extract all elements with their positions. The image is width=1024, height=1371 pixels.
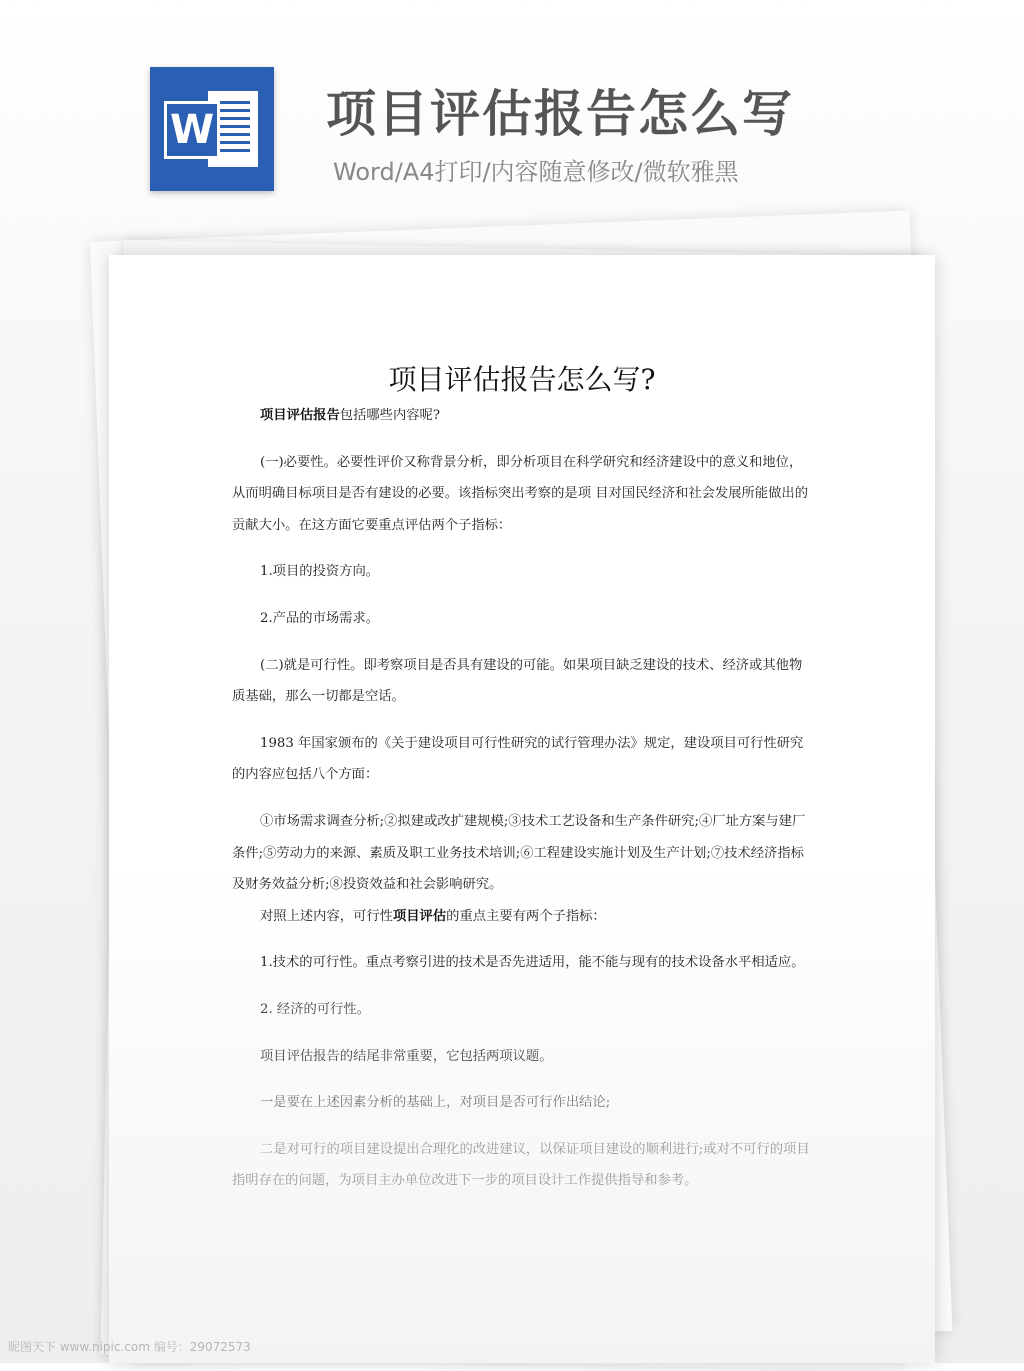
intro-rest: 包括哪些内容呢? [339, 408, 440, 423]
document-page [109, 255, 935, 1363]
paragraph-ending: 项目评估报告的结尾非常重要，它包括两项议题。 [260, 1048, 553, 1064]
compare-bold: 项目评估 [392, 908, 447, 924]
word-w-letter: W [164, 101, 220, 159]
word-doc-icon [150, 67, 274, 191]
compare-post: 的重点主要有两个子指标： [446, 908, 606, 924]
paragraph-econ: 2. 经济的可行性。 [260, 1001, 370, 1017]
banner-subtitle: Word/A4打印/内容随意修改/微软雅黑 [333, 158, 739, 186]
document-body [232, 400, 812, 1197]
banner-header [0, 0, 1024, 220]
watermark-text: 昵图天下 www.nipic.com 编号：29072573 [8, 1340, 251, 1354]
paragraph-conclusion: 一是要在上述因素分析的基础上，对项目是否可行作出结论; [260, 1095, 611, 1111]
paragraph-feasibility: (二)就是可行性。即考察项目是否具有建设的可能。如果项目缺乏建设的技术、经济或其他物质基础，那么一切都是空话。 [232, 657, 803, 705]
document-title: 项目评估报告怎么写? [388, 363, 656, 396]
paragraph-item-1: 1.项目的投资方向。 [260, 564, 380, 580]
paragraph-1983: 1983 年国家颁布的《关于建设项目可行性研究的试行管理办法》规定，建设项目可行性研究的内容应包括八个方面： [232, 735, 804, 783]
paragraph-tech: 1.技术的可行性。重点考察引进的技术是否先进适用，能不能与现有的技术设备水平相适应。 [260, 955, 805, 971]
paragraph-necessity: (一)必要性。必要性评价又称背景分析，即分析项目在科学研究和经济建设中的意义和地位，从而明确目标项目是否有建设的必要。该指标突出考察的是项 目对国民经济和社会发展所能做出的贡献大小。在这方面它要重点评估两个子指标： [232, 454, 808, 533]
compare-pre: 对照上述内容，可行性 [260, 908, 393, 924]
banner-title: 项目评估报告怎么写 [326, 85, 794, 143]
intro-bold: 项目评估报告 [260, 408, 340, 423]
paragraph-item-2: 2.产品的市场需求。 [260, 610, 380, 626]
paragraph-eight-aspects: ①市场需求调查分析;②拟建或改扩建规模;③技术工艺设备和生产条件研究;④厂址方案与建厂条件;⑤劳动力的来源、素质及职工业务技术培训;⑥工程建设实施计划及生产计划;⑦技术经济指标及财务效益分析;⑧投资效益和社会影响研究。 [232, 813, 806, 893]
intro-paragraph [232, 400, 812, 432]
paragraph-suggestion: 二是对可行的项目建设提出合理化的改进建议，以保证项目建设的顺利进行;或对不可行的项目指明存在的问题，为项目主办单位改进下一步的项目设计工作提供指导和参考。 [232, 1141, 810, 1189]
paragraph-compare [232, 901, 812, 933]
